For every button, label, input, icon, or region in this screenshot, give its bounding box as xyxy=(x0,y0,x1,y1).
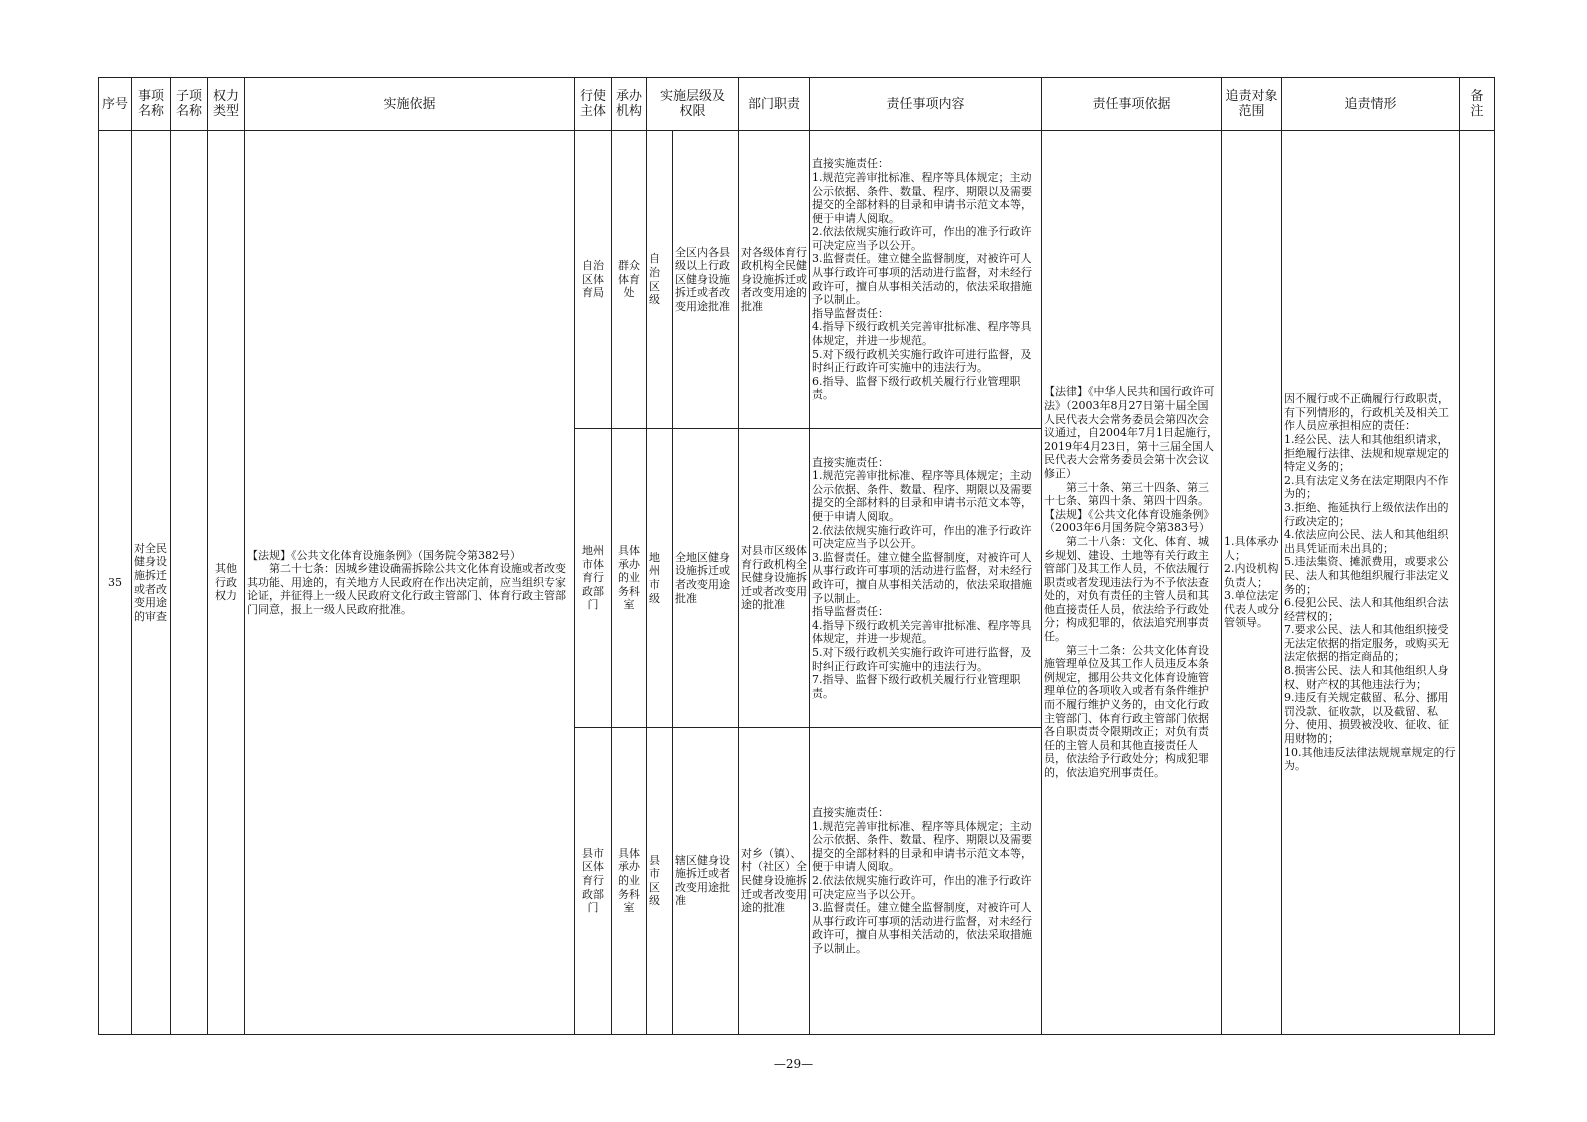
table-header-row xyxy=(99,78,1495,131)
subrow-subject: 自治区体育局 xyxy=(575,131,612,429)
row-seq: 35 xyxy=(99,131,132,1035)
subrow-resp-content: 直接实施责任： 1.规范完善审批标准、程序等具体规定；主动公示依据、条件、数量、程序、期限以及需要提交的全部材料的目录和申请书示范文本等，便于申请人阅取。 2.依法依规实施行政许可，作出的准予行政许可决定应当予以公开。 3.监督责任。建立健全监督制度，对被许可人从事行政许可事项的活动进行监督，对未经行政许可，擅自从事相关活动的，依法采取措施予以制止。 xyxy=(810,727,1042,1034)
responsibility-table xyxy=(98,77,1495,1035)
subrow-agency: 具体承办的业务科室 xyxy=(612,429,647,727)
page-number: —29— xyxy=(773,1057,814,1071)
subrow-duty: 对县市区级体育行政机构全民健身设施拆迁或者改变用途的批准 xyxy=(739,429,810,727)
header-item-name: 事项 名称 xyxy=(132,78,171,131)
header-situation: 追责情形 xyxy=(1282,78,1460,131)
header-resp-content: 责任事项内容 xyxy=(810,78,1042,131)
row-remark xyxy=(1460,131,1495,1035)
subrow-level: 地州市级 xyxy=(647,429,673,727)
subrow-agency: 群众体育处 xyxy=(612,131,647,429)
subrow-level: 县市区级 xyxy=(647,727,673,1034)
header-seq: 序号 xyxy=(99,78,132,131)
header-duty: 部门职责 xyxy=(739,78,810,131)
row-resp-basis: 【法律】《中华人民共和国行政许可法》（2003年8月27日第十届全国人民代表大会常务委员会第四次会议通过，自2004年7月1日起施行，2019年4月23日，第十三届全国人民代表大会常务委员会第十次会议修正） 第三十条、第三十四条、第三十七条、第四十条、第四十四条。 【法规】《公共文化体育设施条例》（2003年6月国务院令第383号） 第二十八条：文化、体育、城乡规划、建设、土地等有关行政主管部门及其工作人员，不依法履行职责或者发现违法行为不予依法查处的，对负有责任的主管人员和其他直接责任人员，依法给予行政处分；构成犯罪的，依法追究刑事责任。 第三十二条：公共文化体育设施管理单位及其工作人员违反本条例规定，挪用公共文化体育设施管理单位的各项收入或者有条件维护而不履行维护义务的，由文化行政主管部门、体育行政主管部门依据各自职责责令限期改正；对负有责任的主管人员和其他直接责任人员，依法给予行政处分；构成犯罪的，依法追究刑事责任。 xyxy=(1042,131,1222,1035)
subrow-duty: 对乡（镇）、村（社区）全民健身设施拆迁或者改变用途的批准 xyxy=(739,727,810,1034)
subrow-scope: 全地区健身设施拆迁或者改变用途批准 xyxy=(673,429,739,727)
row-sub-name xyxy=(171,131,208,1035)
header-power-type: 权力 类型 xyxy=(208,78,245,131)
header-resp-basis: 责任事项依据 xyxy=(1042,78,1222,131)
subrow-scope: 全区内各县级以上行政区健身设施拆迁或者改变用途批准 xyxy=(673,131,739,429)
table-row xyxy=(99,131,1495,429)
row-power-type: 其他行政权力 xyxy=(208,131,245,1035)
header-sub-name: 子项 名称 xyxy=(171,78,208,131)
header-agency: 承办 机构 xyxy=(612,78,647,131)
header-level: 实施层级及 权限 xyxy=(647,78,739,131)
subrow-duty: 对各级体育行政机构全民健身设施拆迁或者改变用途的批准 xyxy=(739,131,810,429)
subrow-resp-content: 直接实施责任： 1.规范完善审批标准、程序等具体规定；主动公示依据、条件、数量、程序、期限以及需要提交的全部材料的目录和申请书示范文本等，便于申请人阅取。 2.依法依规实施行政许可，作出的准予行政许可决定应当予以公开。 3.监督责任。建立健全监督制度，对被许可人从事行政许可事项的活动进行监督，对未经行政许可，擅自从事相关活动的，依法采取措施予以制止。 指导监督责任： 4.指导下级行政机关完善审批标准、程序等具体规定，并进一步规范。 5.对下级行政机关实施行政许可进行监督，及时纠正行政许可实施中的违法行为。 6.指导、监督下级行政机关履行行业管理职责。 xyxy=(810,131,1042,429)
header-target: 追责对象 范围 xyxy=(1222,78,1282,131)
header-remark: 备 注 xyxy=(1460,78,1495,131)
row-situation: 因不履行或不正确履行行政职责，有下列情形的，行政机关及相关工作人员应承担相应的责任： 1.经公民、法人和其他组织请求，拒绝履行法律、法规和规章规定的特定义务的； 2.具有法定义务在法定期限内不作为的； 3.拒绝、拖延执行上级依法作出的行政决定的； 4.依法应向公民、法人和其他组织出具凭证而未出具的； 5.违法集资、摊派费用，或要求公民、法人和其他组织履行非法定义务的； 6.侵犯公民、法人和其他组织合法经营权的； 7.要求公民、法人和其他组织接受无法定依据的指定服务，或购买无法定依据的指定商品的； 8.损害公民、法人和其他组织人身权、财产权的其他违法行为； 9.违反有关规定截留、私分、挪用罚没款、征收款，以及截留、私分、使用、损毁被没收、征收、征用财物的； 10.其他违反法律法规规章规定的行为。 xyxy=(1282,131,1460,1035)
subrow-agency: 具体承办的业务科室 xyxy=(612,727,647,1034)
subrow-subject: 县市区体育行政部门 xyxy=(575,727,612,1034)
subrow-resp-content: 直接实施责任： 1.规范完善审批标准、程序等具体规定；主动公示依据、条件、数量、程序、期限以及需要提交的全部材料的目录和申请书示范文本等，便于申请人阅取。 2.依法依规实施行政许可，作出的准予行政许可决定应当予以公开。 3.监督责任。建立健全监督制度，对被许可人从事行政许可事项的活动进行监督，对未经行政许可，擅自从事相关活动的，依法采取措施予以制止。 指导监督责任： 4.指导下级行政机关完善审批标准、程序等具体规定，并进一步规范。 5.对下级行政机关实施行政许可进行监督，及时纠正行政许可实施中的违法行为。 7.指导、监督下级行政机关履行行业管理职责。 xyxy=(810,429,1042,727)
row-basis: 【法规】《公共文化体育设施条例》（国务院令第382号） 第二十七条：因城乡建设确需拆除公共文化体育设施或者改变其功能、用途的，有关地方人民政府在作出决定前，应当组织专家论证，并征得上一级人民政府文化行政主管部门、体育行政主管部门同意，报上一级人民政府批准。 xyxy=(245,131,575,1035)
subrow-level: 自治区级 xyxy=(647,131,673,429)
header-subject: 行使 主体 xyxy=(575,78,612,131)
row-target: 1.具体承办人； 2.内设机构负责人； 3.单位法定代表人或分管领导。 xyxy=(1222,131,1282,1035)
row-item-name: 对全民健身设施拆迁或者改变用途的审查 xyxy=(132,131,171,1035)
header-basis: 实施依据 xyxy=(245,78,575,131)
subrow-subject: 地州市体育行政部门 xyxy=(575,429,612,727)
subrow-scope: 辖区健身设施拆迁或者改变用途批准 xyxy=(673,727,739,1034)
